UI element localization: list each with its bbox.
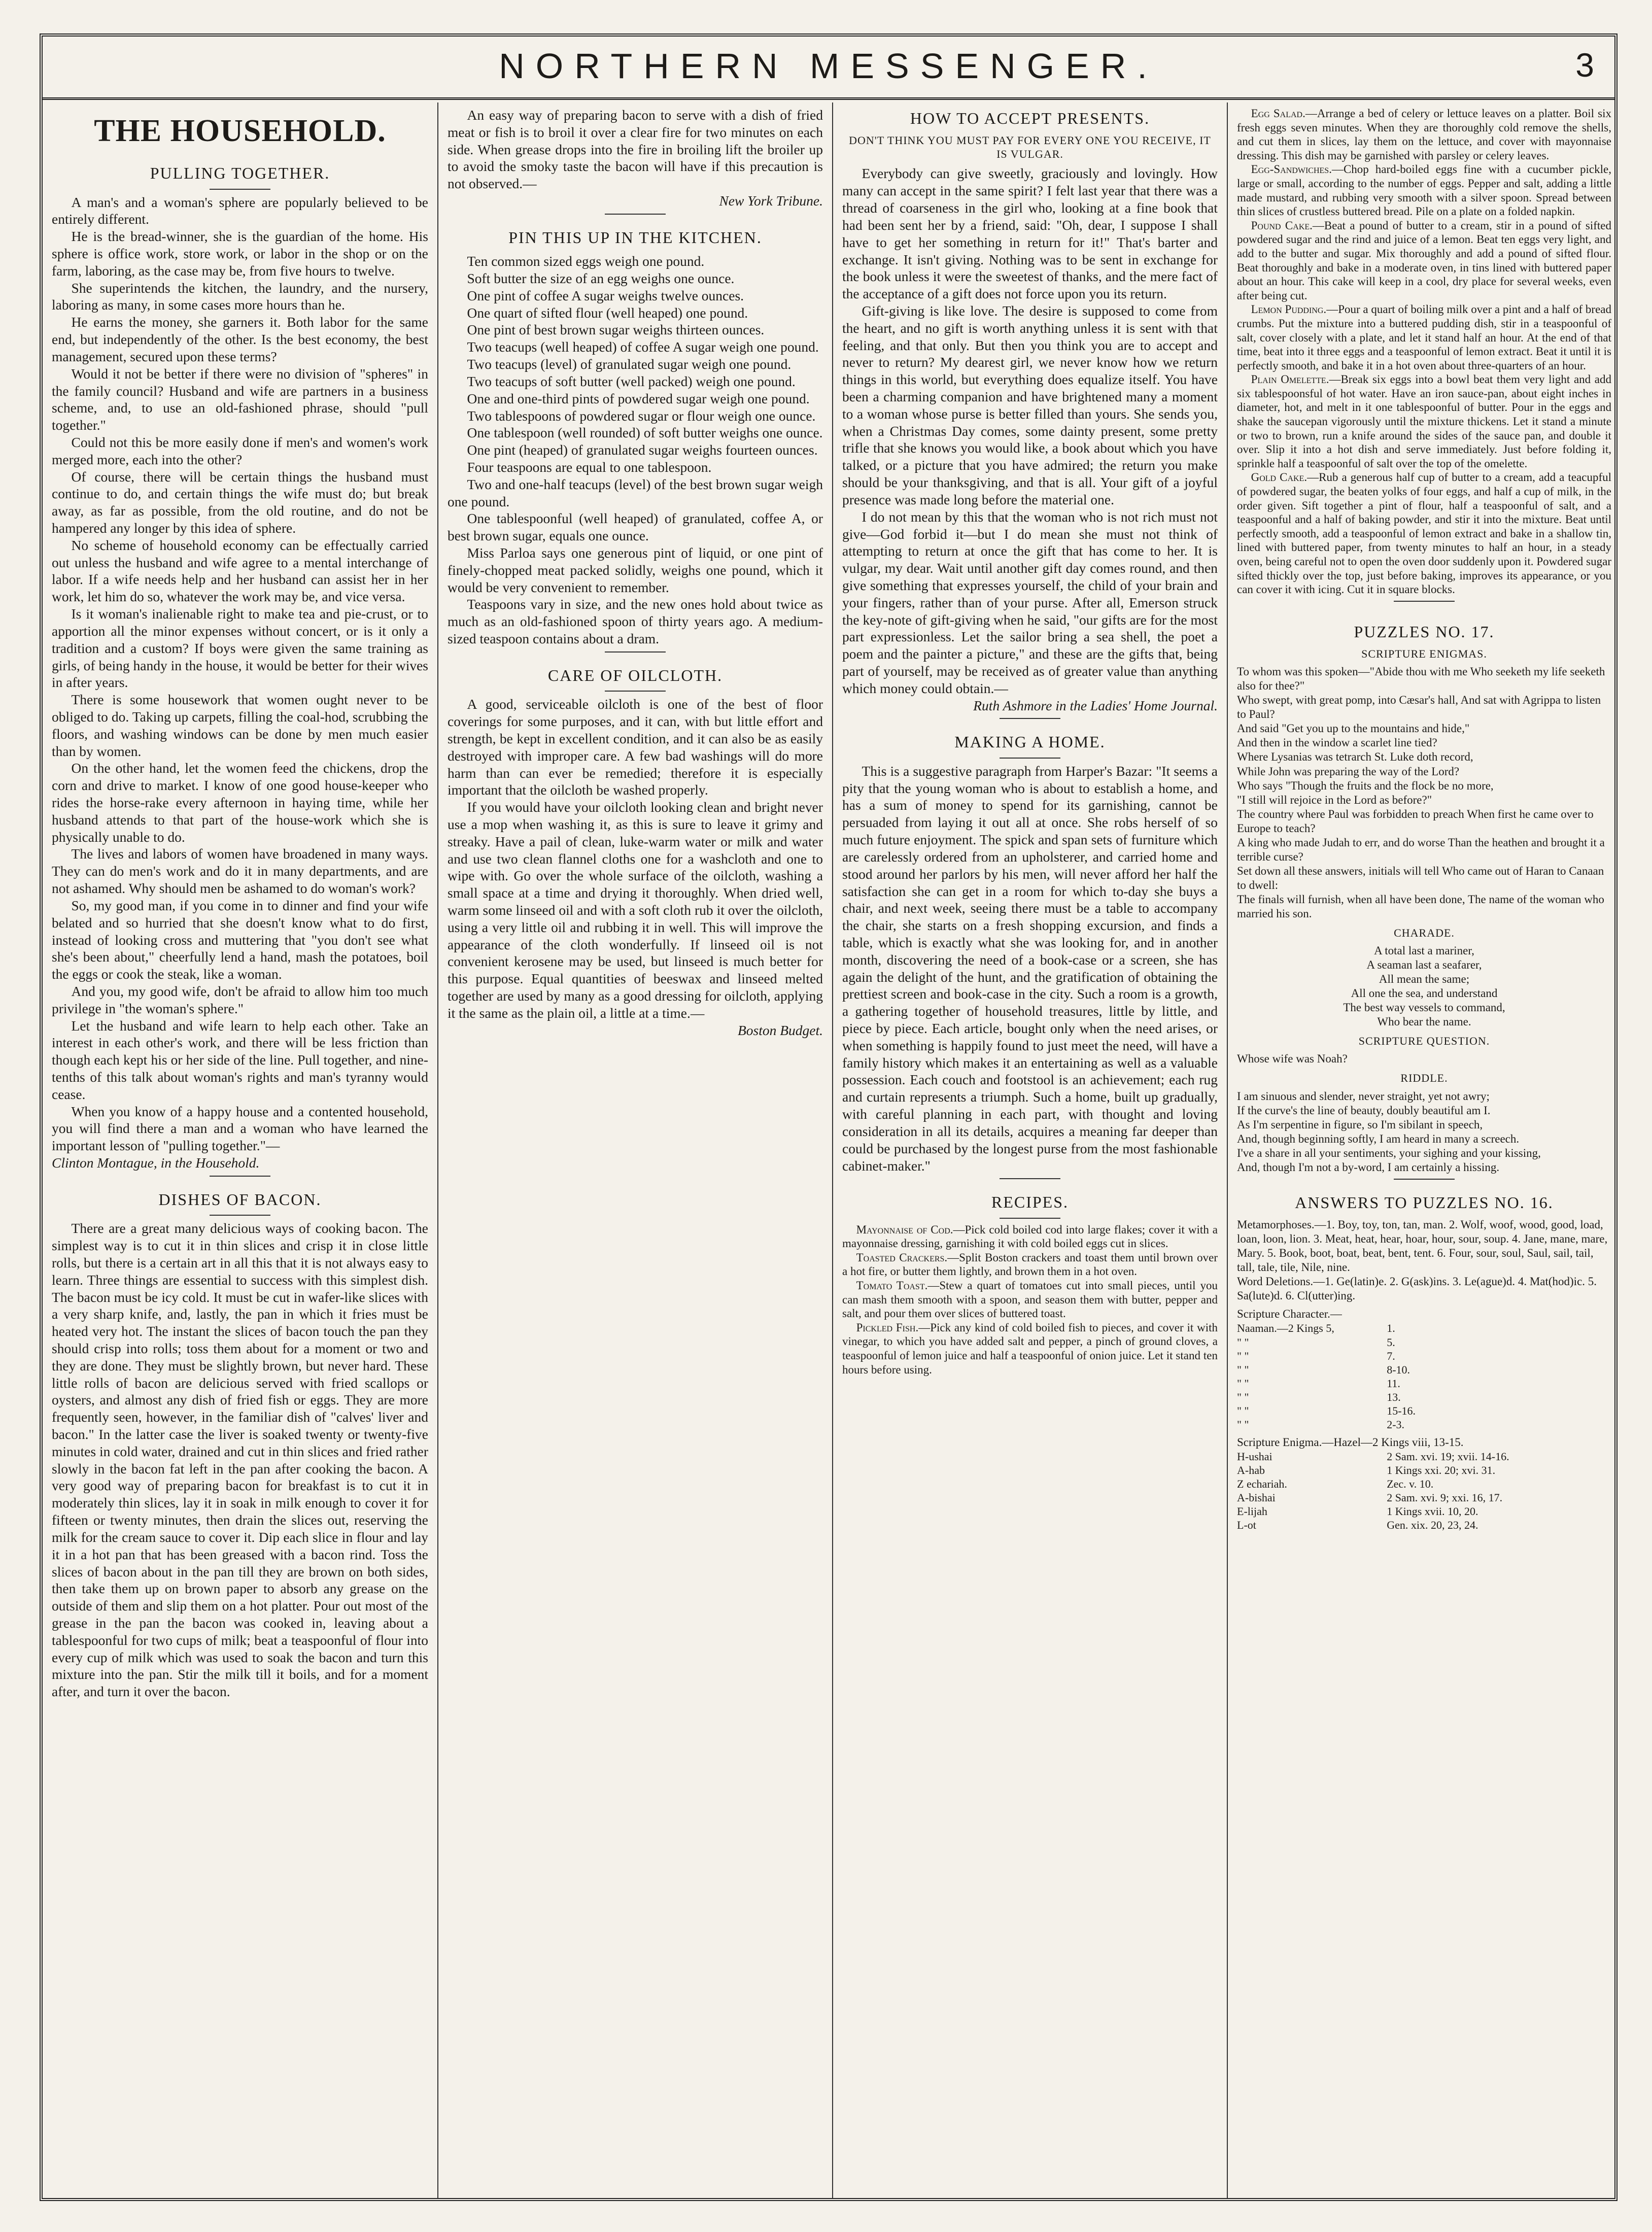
paragraph: Gift-giving is like love. The desire is supposed to come from the heart, and no gift is worth anything unless it is sent with that feeling, and that only. But then you think you are to accept and never to return? My dearest girl, we never know how we return things in this world, but everything does equalize itself. You have been a charming companion and have brightened many a moment to a woman whose purse is better filled than yours. She sends you, when a Christmas Day comes, some dainty present, some pretty trifle that she knows you would like, a book about which you have talked, or a picture that you have admired; the return you make should be your thanksgiving, and that is all. Your gift of a joyful presence was made long before the material one. [842, 302, 1218, 507]
paragraph: He earns the money, she garners it. Both labor for the same end, but independently of the other. Is the best economy, the best management, secured upon these terms? [52, 314, 428, 364]
recipe-item [842, 1251, 1218, 1279]
answer-row [1237, 1321, 1611, 1335]
paragraph: Let the husband and wife learn to help each other. Take an interest in each other's work, and there will be less friction than though each kept his or her side of the line. Pull together, and nine-tenths of this talk about woman's rights and man's tyranny would cease. [52, 1017, 428, 1102]
recipes-list-b [1237, 107, 1611, 597]
verse-line: Who says "Though the fruits and the flock be no more, [1237, 779, 1494, 792]
columns [43, 102, 1614, 2198]
paragraph: Two and one-half teacups (level) of the best brown sugar weigh one pound. [448, 476, 823, 509]
paragraph: One quart of sifted flour (well heaped) one pound. [467, 304, 748, 321]
paragraph: An easy way of preparing bacon to serve with a dish of fried meat or fish is to broil it over a clear fire for two minutes on each side. When grease drops into the fire in broiling lift the broiler up to avoid the smoky taste the bacon will have if this precaution is not observed.— [448, 107, 823, 192]
paragraph: A good, serviceable oilcloth is one of the best of floor coverings for some purposes, and it can, with but little effort and strength, be kept in excellent condition, and it can also be as easily destroyed with improper care. A few bad washings will do more harm than can ever be remedied; therefore it is especially important that the oilcloth be washed properly. [448, 696, 823, 798]
enigmas-heading: SCRIPTURE ENIGMAS. [1361, 647, 1487, 661]
divider [605, 691, 666, 692]
charade-heading: CHARADE. [1394, 926, 1455, 940]
divider [210, 1215, 270, 1216]
paragraph: One tablespoon (well rounded) of soft butter weighs one ounce. [467, 425, 823, 441]
column-4 [1227, 102, 1621, 2198]
column-2 [437, 102, 832, 2198]
answers-metamorphoses: Metamorphoses.—1. Boy, toy, ton, tan, man. 2. Wolf, woof, wood, good, load, loan, loon, lion. 3. Meat, heat, hear, hoar, hour, sour, soup. 4. Jane, mane, mare, Mary. 5. Book, boot, boat, beat, bent, tent. 6. Four, sour, soul, Saul, sail, tail, tall, tale, tile, Nile, nine. [1237, 1218, 1608, 1274]
question-heading: SCRIPTURE QUESTION. [1358, 1035, 1490, 1048]
answer-cell: E-lijah [1237, 1505, 1267, 1518]
verse-line: As I'm serpentine in figure, so I'm sibilant in speech, [1237, 1118, 1483, 1131]
divider [1394, 1179, 1455, 1180]
recipe-item [842, 1223, 1218, 1251]
paragraph: The lives and labors of women have broadened in many ways. They can do men's work and do it in many departments, and are not ashamed. Why should men be ashamed to do woman's work? [52, 846, 428, 897]
answer-row [1237, 1450, 1611, 1463]
answer-cell: 1 Kings xvii. 10, 20. [1387, 1505, 1478, 1518]
divider [1000, 1178, 1060, 1179]
article-bacon-cont [448, 107, 823, 192]
paragraph: No scheme of household economy can be effectually carried out unless the husband and wife agree to a mental interchange of labor. If a wife needs help and her husband can assist her in her work, let him do so, whatever the work may be, and vice versa. [52, 537, 428, 605]
paragraph: Two tablespoons of powdered sugar or flour weigh one ounce. [467, 407, 816, 424]
recipe-text: —Arrange a bed of celery or lettuce leaves on a platter. Boil six fresh eggs seven minutes. When they are thoroughly cold remove the shells, and cut them in slices, lay them on the lettuce, and cover with mayonnaise dressing. This dish may be garnished with parsley or celery leaves. [1237, 107, 1611, 162]
enigmas-list [1237, 665, 1611, 921]
answer-cell: 7. [1387, 1349, 1395, 1362]
answer-cell: A-hab [1237, 1463, 1265, 1476]
article-title-oilcloth: CARE OF OILCLOTH. [547, 666, 723, 684]
verse-line: And, though I'm not a by-word, I am certainly a hissing. [1237, 1160, 1500, 1174]
recipe-name: Mayonnaise of Cod. [856, 1223, 953, 1236]
recipe-name: Pickled Fish. [856, 1321, 919, 1334]
paragraph: Is it woman's inalienable right to make tea and pie-crust, or to apportion all the minor expenses without concert, or is it only a tradition and a custom? If boys were given the same training as girls, of being handy in the house, it would be better for their wives in after years. [52, 606, 428, 691]
credit-oilcloth: Boston Budget. [737, 1022, 823, 1038]
paragraph: If you would have your oilcloth looking clean and bright never use a mop when washing it, as this is sure to leave it grimy and streaky. Have a pail of clean, luke-warm water or milk and water and use two clean flannel cloths one for a washcloth and one to wipe with. Go over the whole surface of the oilcloth, washing a small space at a time and drying it thoroughly. When dried well, warm some linseed oil and with a soft cloth rub it over the oilcloth, using a very little oil and rubbing it in well. This will improve the appearance of the cloth wonderfully. If linseed oil is not convenient kerosene may be used, but linseed is much better for this purpose. Equal quantities of beeswax and linseed melted together are used by many as a good dressing for oilcloth, applying it the same as the plain oil, a little at a time.— [448, 799, 823, 1021]
verse-line: The country where Paul was forbidden to preach When first he came over to Europe to teach? [1237, 807, 1594, 835]
article-oilcloth [448, 696, 823, 1021]
answer-cell: 2 Sam. xvi. 9; xxi. 16, 17. [1387, 1491, 1503, 1504]
verse-line: And, though beginning softly, I am heard in many a screech. [1237, 1132, 1520, 1145]
paragraph: When you know of a happy house and a contented household, you will find there a man and a woman who have learned the important lesson of "pulling together."— [52, 1103, 428, 1154]
answer-row [1237, 1418, 1611, 1431]
divider [1394, 601, 1455, 602]
riddle-verse [1237, 1089, 1611, 1175]
answer-cell: Z echariah. [1237, 1477, 1287, 1490]
answers-character [1237, 1321, 1611, 1431]
answers-enigma [1237, 1450, 1611, 1532]
answer-cell: " " [1237, 1349, 1249, 1362]
recipe-text: —Beat a pound of butter to a cream, stir in a pound of sifted powdered sugar and the rind and juice of a lemon. Beat ten eggs very light, and add to the butter and sugar. Mix thoroughly and add a pound of sifted flour. Beat thoroughly and bake in a moderate oven, in tins lined with buttered paper about an hour. This cake will keep in a cool, dry place for several weeks, even after being cut. [1237, 219, 1612, 302]
divider [1000, 718, 1060, 719]
answers-title: ANSWERS TO PUZZLES NO. 16. [1295, 1193, 1554, 1212]
answer-cell: " " [1237, 1363, 1249, 1376]
answer-cell: 2 Sam. xvi. 19; xvii. 14-16. [1387, 1450, 1509, 1463]
newspaper-title: NORTHERN MESSENGER. [499, 46, 1158, 86]
recipe-name: Lemon Pudding. [1251, 303, 1327, 316]
answer-row [1237, 1491, 1611, 1504]
recipe-name: Egg Salad. [1251, 107, 1305, 120]
article-title-bacon: DISHES OF BACON. [158, 1190, 322, 1209]
answer-cell: 15-16. [1387, 1404, 1416, 1417]
answer-cell: 8-10. [1387, 1363, 1410, 1376]
paragraph: On the other hand, let the women feed the chickens, drop the corn and drive to market. I know of one good house-keeper who rides the horse-rake every afternoon in haying time, while her husband attends to that part of the house-work which she is physically unable to do. [52, 760, 428, 845]
verse-line: "I still will rejoice in the Lord as before?" [1237, 793, 1432, 806]
answers-deletions: Word Deletions.—1. Ge(latin)e. 2. G(ask)ins. 3. Le(ague)d. 4. Mat(hod)ic. 5. Sa(lute)d. 6. Cl(utter)ing. [1237, 1275, 1597, 1302]
article-pin [448, 253, 823, 647]
charade-verse [1237, 944, 1611, 1029]
answer-row [1237, 1363, 1611, 1377]
answer-cell: " " [1237, 1404, 1249, 1417]
verse-line: All one the sea, and understand [1351, 987, 1498, 1000]
verse-line: The finals will furnish, when all have been done, The name of the woman who married his son. [1237, 892, 1604, 920]
answer-row [1237, 1377, 1611, 1390]
answer-cell: " " [1237, 1418, 1249, 1431]
recipe-name: Plain Omelette. [1251, 373, 1329, 386]
article-pulling [52, 194, 428, 1155]
verse-line: And said "Get you up to the mountains and hide," [1237, 722, 1470, 735]
answer-cell: 5. [1387, 1335, 1395, 1349]
paragraph: Soft butter the size of an egg weighs one ounce. [467, 270, 735, 287]
verse-line: If the curve's the line of beauty, doubly beautiful am I. [1237, 1104, 1491, 1117]
answer-cell: " " [1237, 1390, 1249, 1403]
recipe-text: —Pick cold boiled cod into large flakes; cover it with a mayonnaise dressing, garnishing it with cold boiled eggs cut in slices. [842, 1223, 1218, 1250]
paragraph: One pint of best brown sugar weighs thirteen ounces. [467, 322, 765, 338]
verse-line: The best way vessels to command, [1343, 1001, 1505, 1014]
paragraph: Ten common sized eggs weigh one pound. [467, 253, 705, 269]
answer-row [1237, 1463, 1611, 1477]
answer-row [1237, 1404, 1611, 1418]
column-1 [43, 102, 437, 2198]
page-number: 3 [1575, 46, 1594, 84]
recipe-text: —Stew a quart of tomatoes cut into small pieces, until you can mash them smooth with a spoon, and season them with butter, pepper and salt, and pour them over slices of buttered toast. [842, 1279, 1218, 1320]
verse-line: Where Lysanias was tetrarch St. Luke doth record, [1237, 750, 1473, 764]
verse-line: I am sinuous and slender, never straight, yet not awry; [1237, 1089, 1490, 1103]
answer-row [1237, 1504, 1611, 1518]
article-home [842, 763, 1218, 1175]
paragraph: This is a suggestive paragraph from Harper's Bazar: "It seems a pity that the young woman who is about to establish a home, and has a sum of money to spend for its garnishing, cannot be persuaded from laying it out all at once. She robs herself of so much future enjoyment. The spick and span sets of furniture which are carelessly ordered from an upholsterer, and carried home and stood around her parlors by his men, will never afford her half the satisfaction she can get in a room for which to-day she buys a chair, and next week, seeing there must be a table to accompany the chair, she starts on a fresh shopping excursion, and finds a table, which is exactly what she was looking for, and in another month, discovering the need of a book-case or a screen, she has again the delight of the hunt, and the gratification of obtaining the prettiest screen and book-case in the city. Such a room is a growth, a gathering together of household treasures, little by little, and piece by piece. Each article, bought only when the need arises, or when something is happily found to just meet the need, will have a family history which makes it an entertaining as well as a valuable possession. Each couch and footstool is an achievement; each rug and curtain represents a triumph. Such a home, built up gradually, with careful planning in each part, with thought and loving consideration in all its details, acquires a meaning far deeper than could be purchased by the longest purse from the most fashionable cabinet-maker." [842, 763, 1218, 1174]
recipe-name: Gold Cake. [1251, 471, 1307, 484]
answer-cell: A-bishai [1237, 1491, 1276, 1504]
credit-presents: Ruth Ashmore in the Ladies' Home Journal. [973, 697, 1218, 713]
answer-cell: Naaman.—2 Kings 5, [1237, 1322, 1334, 1335]
verse-line: A king who made Judah to err, and do worse Than the heathen and brought it a terrible curse? [1237, 836, 1605, 863]
paragraph: A man's and a woman's sphere are popularly believed to be entirely different. [52, 194, 428, 227]
paragraph: One tablespoonful (well heaped) of granulated, coffee A, or best brown sugar, equals one ounce. [448, 510, 823, 544]
article-presents [842, 165, 1218, 697]
paragraph: One and one-third pints of powdered sugar weigh one pound. [467, 390, 810, 406]
paragraph: One pint (heaped) of granulated sugar weighs fourteen ounces. [467, 442, 818, 458]
paragraph: Two teacups of soft butter (well packed) weigh one pound. [467, 373, 796, 389]
paragraph: One pint of coffee A sugar weighs twelve ounces. [467, 287, 744, 303]
divider [210, 1176, 270, 1177]
article-title-pulling: PULLING TOGETHER. [150, 164, 330, 183]
newspaper-page [40, 33, 1617, 2201]
verse-line: A total last a mariner, [1374, 944, 1474, 957]
answer-cell: 11. [1387, 1377, 1400, 1390]
paragraph: Miss Parloa says one generous pint of liquid, or one pint of finely-chopped meat packed solidly, weighs one pound, which it would be very convenient to remember. [448, 545, 823, 595]
verse-line: A seaman last a seafarer, [1366, 958, 1482, 972]
article-title-home: MAKING A HOME. [954, 733, 1106, 751]
verse-line: To whom was this spoken—"Abide thou with me Who seeketh my life seeketh also for thee?" [1237, 665, 1605, 693]
answer-row [1237, 1477, 1611, 1491]
answer-cell: Gen. xix. 20, 23, 24. [1387, 1519, 1478, 1532]
article-title-presents: HOW TO ACCEPT PRESENTS. [910, 109, 1150, 127]
answer-cell: " " [1237, 1377, 1249, 1390]
recipe-name: Toasted Crackers. [856, 1251, 948, 1264]
recipe-item [1237, 302, 1611, 372]
paragraph: Would it not be better if there were no division of "spheres" in the family council? Husband and wife are partners in a business scheme, and, to use an old-fashioned phrase, should "pull together." [52, 365, 428, 433]
answer-cell: 2-3. [1387, 1418, 1405, 1431]
answer-cell: 1 Kings xxi. 20; xvi. 31. [1387, 1463, 1496, 1476]
masthead [43, 37, 1614, 100]
paragraph: There is some housework that women ought never to be obliged to do. Taking up carpets, filling the coal-hod, scrubbing the floors, and washing windows can be done by men much easier than by women. [52, 692, 428, 759]
paragraph: Two teacups (level) of granulated sugar weigh one pound. [467, 356, 791, 372]
answer-row [1237, 1390, 1611, 1404]
recipe-item [1237, 219, 1611, 303]
verse-line: Who bear the name. [1377, 1015, 1471, 1028]
article-subtitle-presents: DON'T THINK YOU MUST PAY FOR EVERY ONE YOU RECEIVE, IT IS VULGAR. [849, 134, 1211, 161]
answer-cell: 13. [1387, 1390, 1401, 1403]
recipe-text: —Rub a generous half cup of butter to a cream, add a teacupful of powdered sugar, the beaten yolks of four eggs, and half a cup of milk, in the order given. Sift together a pint of flour, half a teaspoonful of salt, and a teaspoonful and a half of baking powder, and stir it into the mixture. Beat until perfectly smooth, add a teaspoonful of lemon extract and bake in a shallow tin, lined with buttered paper, from twenty minutes to half an hour, in a steady oven, being careful not to open the oven door suddenly upon it. Powdered sugar sifted thickly over the top, just before baking, improves its appearance, or you can cover it with icing. Cut it in square blocks. [1237, 471, 1611, 596]
credit-bacon: New York Tribune. [719, 193, 823, 209]
answer-cell: Zec. v. 10. [1387, 1477, 1434, 1490]
article-title-pin: PIN THIS UP IN THE KITCHEN. [508, 228, 762, 247]
puzzles-title: PUZZLES NO. 17. [1354, 622, 1495, 641]
verse-line: While John was preparing the way of the Lord? [1237, 765, 1460, 778]
paragraph: Teaspoons vary in size, and the new ones hold about twice as much as an old-fashioned spoon of thirty years ago. A medium-sized teaspoon contains about a dram. [448, 596, 823, 647]
recipe-text: —Break six eggs into a bowl beat them very light and add six tablespoonsful of hot water. Have an iron sauce-pan, about eight inches in diameter, hot, and melt in it one tablespoonful of butter. Pour in the eggs and shake the saucepan vigorously until the mixture thickens. Let it stand a minute or two to brown, run a knife around the sides of the sauce pan, and double it over. Slip it into a hot dish and serve immediately. Just before folding it, sprinkle half a teaspoonful of salt over the top of the omelette. [1237, 373, 1611, 470]
column-3 [832, 102, 1227, 2198]
paragraph: So, my good man, if you come in to dinner and find your wife belated and so hurried that she doesn't know what to do first, instead of looking cross and muttering that "you don't see what she's been about," cheerfully lend a hand, mash the potatoes, boil the eggs or cook the steak, like a woman. [52, 897, 428, 982]
recipes-list-a [842, 1223, 1218, 1377]
recipe-name: Pound Cake. [1251, 219, 1313, 232]
answer-cell: 1. [1387, 1322, 1395, 1335]
recipe-text: —Split Boston crackers and toast them until brown over a hot fire, or butter them lightly, and brown them in a hot oven. [842, 1251, 1218, 1278]
answer-row [1237, 1349, 1611, 1363]
paragraph: Two teacups (well heaped) of coffee A sugar weigh one pound. [467, 339, 819, 355]
paragraph: I do not mean by this that the woman who is not rich must not give—God forbid it—but I do mean she must not think of attempting to return at once the gift that has come to her. It is vulgar, my dear. Wait until another gift day comes round, and then give something that expresses yourself, the child of your brain and your fingers, rather than of your purse. After all, Emerson struck the key-note of gift-giving when he said, "our gifts are for the most part expressionless. Let the sailor bring a sea shell, the poet a poem and the painter a picture," and these are the gifts that, being part of yourself, may be received as of greater value than anything which money could obtain.— [842, 508, 1218, 696]
divider [210, 189, 270, 190]
answer-cell: L-ot [1237, 1519, 1256, 1532]
recipe-item [1237, 470, 1611, 596]
recipe-text: —Pick any kind of cold boiled fish to pieces, and cover it with vinegar, to which you have added salt and pepper, a pinch of ground cloves, a teaspoonful of lemon juice and half a teaspoonful of onion juice. Let it stand ten hours before using. [842, 1321, 1218, 1376]
answers-character-heading: Scripture Character.— [1237, 1308, 1342, 1321]
verse-line: I've a share in all your sentiments, your sighing and your kissing, [1237, 1146, 1541, 1159]
verse-line: Who swept, with great pomp, into Cæsar's hall, And sat with Agrippa to listen to Paul? [1237, 694, 1601, 721]
verse-line: All mean the same; [1379, 973, 1470, 986]
divider [605, 214, 666, 215]
recipe-item [842, 1279, 1218, 1321]
recipe-text: —Pour a quart of boiling milk over a pint and a half of bread crumbs. Put the mixture into a buttered pudding dish, stir in a teaspoonful of salt, cover closely with a plate, and let it stand half an hour. At the end of that time, beat into it three eggs and a teaspoonful of lemon extract. Beat it until it is perfectly smooth, and bake it in a hot oven about three-quarters of an hour. [1237, 303, 1611, 372]
question-text: Whose wife was Noah? [1237, 1052, 1348, 1066]
recipe-item [1237, 107, 1611, 162]
recipe-item [1237, 372, 1611, 470]
paragraph: Could not this be more easily done if men's and women's work merged more, each into the other? [52, 434, 428, 467]
answer-row [1237, 1518, 1611, 1532]
paragraph: Four teaspoons are equal to one tablespoon. [467, 459, 712, 475]
paragraph: Of course, there will be certain things the husband must continue to do, and certain things the wife must do; but break away, as far as possible, from the old routine, and do not be hampered any longer by this idea of sphere. [52, 468, 428, 536]
section-heading: THE HOUSEHOLD. [94, 114, 386, 148]
credit-pulling: Clinton Montague, in the Household. [52, 1155, 260, 1171]
answers-enigma-heading: Scripture Enigma.—Hazel—2 Kings viii, 13-15. [1237, 1435, 1464, 1449]
recipe-name: Egg-Sandwiches. [1251, 163, 1332, 176]
article-bacon [52, 1220, 428, 1700]
paragraph: He is the bread-winner, she is the guardian of the home. His sphere is office work, store work, or labor in the shop or on the farm, laboring, as the case may be, from five hours to twelve. [52, 228, 428, 279]
paragraph: There are a great many delicious ways of cooking bacon. The simplest way is to cut it in thin slices and crisp it in close little rolls, but there is a certain art in all this that it is not always easy to learn. Three things are essential to success with this simplest dish. The bacon must be icy cold. It must be cut in wafer-like slices with a very sharp knife, and, lastly, the pan in which it fries must be heated very hot. The instant the slices of bacon touch the pan they should crisp into rolls; toss them about for a moment or two and they are done. They must be slightly brown, but never hard. These little rolls of bacon are delicious served with fried scallops or oysters, and almost any dish of fried fish or eggs. They are more frequently seen, however, in the familiar dish of "calves' liver and bacon." In the latter case the liver is soaked twenty or twenty-five minutes in cold water, drained and cut in thin slices and fried rather slowly in the bacon fat left in the pan after cooking the bacon. A very good way of preparing bacon for breakfast is to cut it in moderately thin slices, lay it in soak in milk enough to cover it for fifteen or twenty minutes, then drain the slices out, reserving the milk for the cream sauce to cover it. Dip each slice in flour and lay it in a hot pan that has been greased with a bacon rind. Toss the slices of bacon about in the pan till they are brown on both sides, then take them up on brown paper to absorb any grease on the outside of them and slip them on a hot platter. Pour out most of the grease in the pan the bacon was cooked in, leaving about a tablespoonful for two cups of milk; beat a teaspoonful of flour into every cup of milk which was used to soak the bacon and turn this mixture into the pan. Stir the milk till it boils, and for a moment after, and turn it over the bacon. [52, 1220, 428, 1700]
verse-line: Set down all these answers, initials will tell Who came out of Haran to Canaan to dwell: [1237, 864, 1604, 891]
recipe-text: —Chop hard-boiled eggs fine with a cucumber pickle, large or small, according to the number of eggs. Pepper and salt, adding a little made mustard, and rubbing very smooth with a silver spoon. Spread between thin slices of crustless buttered bread. Pile on a plate on a folded napkin. [1237, 163, 1611, 218]
recipe-name: Tomato Toast. [856, 1279, 928, 1292]
answer-cell: H-ushai [1237, 1450, 1272, 1463]
recipe-item [1237, 162, 1611, 218]
answer-cell: " " [1237, 1335, 1249, 1349]
recipe-item [842, 1321, 1218, 1377]
paragraph: She superintends the kitchen, the laundry, and the nursery, laboring as many, in some cases more hours than he. [52, 280, 428, 313]
divider [605, 651, 666, 653]
divider [1000, 758, 1060, 759]
riddle-heading: RIDDLE. [1400, 1072, 1448, 1085]
paragraph: And you, my good wife, don't be afraid to allow him too much privilege in "the woman's sphere." [52, 983, 428, 1016]
divider [1000, 1218, 1060, 1219]
article-title-recipes: RECIPES. [991, 1193, 1069, 1212]
answer-row [1237, 1335, 1611, 1349]
verse-line: And then in the window a scarlet line tied? [1237, 736, 1437, 749]
paragraph: Everybody can give sweetly, graciously and lovingly. How many can accept in the same spirit? I felt last year that there was a thread of coarseness in the girl who, looking at a fine book that had been sent her by a friend, said: "Oh, dear, I suppose I shall have to get her something in return for it!" That's barter and exchange. It isn't giving. Nothing was to be sent in exchange for the book unless it were the sweetest of thanks, and the mere fact of the acceptance of a gift does not force upon you its return. [842, 165, 1218, 302]
